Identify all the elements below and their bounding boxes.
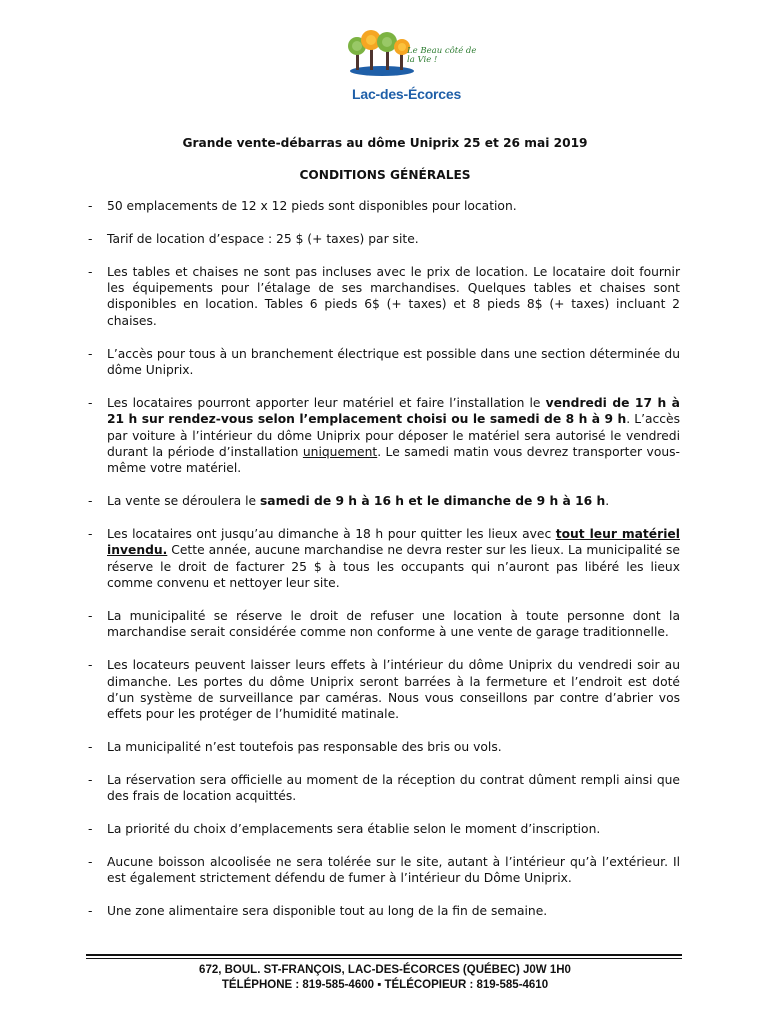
- bold-text: samedi de 9 h à 16 h et le dimanche de 9 h à 16 h: [259, 494, 606, 509]
- condition-item: - Les locataires pourront apporter leur matériel et faire l’installation le vendredi de 17 h à 21 h sur rendez-vous selon l’emplacement choisi ou le samedi de 8 h à 9 h. L’accès par voiture à l’intérieur du dôme Uniprix pour déposer le matériel sera autorisé le vendredi durant la période d’installation uniquement. Le samedi matin vous devrez transporter vous-même votre matériel.: [88, 395, 680, 477]
- footer-divider-thin: [86, 958, 682, 959]
- condition-item: - Aucune boisson alcoolisée ne sera tolérée sur le site, autant à l’intérieur qu’à l’extérieur. Il est également strictement défendu de fumer à l’intérieur du Dôme Uniprix.: [88, 854, 680, 887]
- tree-trunk: [386, 50, 389, 70]
- lake-shape: [350, 66, 414, 76]
- footer-divider: [86, 954, 682, 956]
- footer-contact: TÉLÉPHONE : 819-585-4600 ▪ TÉLÉCOPIEUR : 819-585-4610: [221, 979, 549, 991]
- condition-item: - 50 emplacements de 12 x 12 pieds sont disponibles pour location.: [88, 198, 680, 214]
- condition-item: - La municipalité se réserve le droit de refuser une location à toute personne dont la marchandise serait considérée comme non conforme à une vente de garage traditionnelle.: [88, 608, 680, 641]
- conditions-list: [88, 198, 680, 936]
- condition-item: - Les tables et chaises ne sont pas incluses avec le prix de location. Le locataire doit fournir les équipements pour l’étalage de ses marchandises. Quelques tables et chaises sont disponibles en location. Tables 6 pieds 6$ (+ taxes) et 8 pieds 8$ (+ taxes) incluant 2 chaises.: [88, 264, 680, 330]
- logo-slogan: Le Beau côté de la Vie !: [407, 46, 477, 65]
- condition-item: - L’accès pour tous à un branchement électrique est possible dans une section déterminée du dôme Uniprix.: [88, 346, 680, 379]
- document-subtitle: CONDITIONS GÉNÉRALES: [299, 168, 471, 182]
- footer-address: 672, BOUL. ST-FRANÇOIS, LAC-DES-ÉCORCES (QUÉBEC) J0W 1H0: [199, 964, 571, 976]
- document-title: Grande vente-débarras au dôme Uniprix 25 et 26 mai 2019: [182, 136, 588, 150]
- condition-item: - La municipalité n’est toutefois pas responsable des bris ou vols.: [88, 739, 680, 755]
- underlined-text: uniquement: [302, 445, 378, 460]
- condition-item: - La vente se déroulera le samedi de 9 h à 16 h et le dimanche de 9 h à 16 h.: [88, 493, 680, 509]
- condition-item: - Les locataires ont jusqu’au dimanche à 18 h pour quitter les lieux avec tout leur matériel invendu. Cette année, aucune marchandise ne devra rester sur les lieux. La municipalité se réserve le droit de facturer 25 $ à tous les occupants qui n’auront pas libéré les lieux comme convenu et nettoyer leur site.: [88, 526, 680, 592]
- condition-item: - La priorité du choix d’emplacements sera établie selon le moment d’inscription.: [88, 821, 680, 837]
- condition-item: - Une zone alimentaire sera disponible tout au long de la fin de semaine.: [88, 903, 680, 919]
- tree-trunk: [400, 54, 403, 70]
- logo-wordmark: Lac-des-Écorces: [352, 86, 462, 102]
- tree-trunk: [370, 48, 373, 70]
- bold-underlined-text: tout leur matériel invendu.: [107, 527, 680, 558]
- condition-item: - La réservation sera officielle au moment de la réception du contrat dûment rempli ainsi que des frais de location acquittés.: [88, 772, 680, 805]
- bold-text: vendredi de 17 h à 21 h sur rendez-vous selon l’emplacement choisi ou le samedi de 8 h à 9 h: [107, 395, 680, 427]
- condition-item: - Tarif de location d’espace : 25 $ (+ taxes) par site.: [88, 231, 680, 247]
- condition-item: - Les locateurs peuvent laisser leurs effets à l’intérieur du dôme Uniprix du vendredi soir au dimanche. Les portes du dôme Uniprix seront barrées à la fermeture et l’endroit est doté d’un système de surveillance par caméras. Nous vous conseillons par contre d’abrier vos effets pour les protéger de l’humidité matinale.: [88, 657, 680, 723]
